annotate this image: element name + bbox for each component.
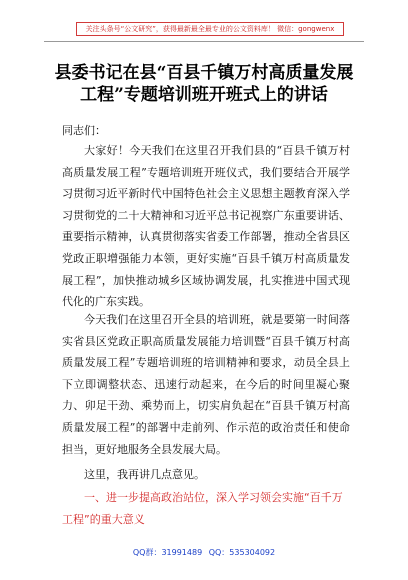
body-paragraph-3: 这里，我再讲几点意见。 <box>84 468 205 481</box>
document-title: 县委书记在县“百县千镇万村高质量发展工程”专题培训班开班式上的讲话 <box>54 63 354 105</box>
body-paragraph-1: 大家好！今天我们在这里召开我们县的“百县千镇万村高质量发展工程”专题培训班开班仪式，我们要结合开展学习贯彻习近平新时代中国特色社会主义思想主题教育深入学习贯彻党的二十大精神和习近平总书记视察广东重要讲话、重要指示精神，认真贯彻落实省委工作部署，推动全省县区党政正职增强能力本领，更好实施“百县千镇万村高质量发展工程”，加快推动城乡区域协调发展，扎实推进中国式现代化的广东实践。 <box>62 144 350 309</box>
promo-banner[interactable]: 关注头条号“公文研究”，获得最新最全最专业的公文资料库！ 微信：gongwenx <box>76 22 344 36</box>
header-divider <box>44 41 364 42</box>
body-paragraph-2: 今天我们在这里召开全县的培训班，就是要第一时间落实省县区党政正职高质量发展能力培训暨“百县千镇万村高质量发展工程”专题培训班的培训精神和要求，动员全县上下立即调整状态、迅速行动起来，在今后的时间里凝心聚力、卯足干劲、乘势而上，切实肩负起在“百县千镇万村高质量发展工程”的部署中走前列、作示范的政治责任和使命担当，更好地服务全县发展大局。 <box>62 313 350 456</box>
section-heading-1: 一、进一步提高政治站位，深入学习领会实施“百千万工程”的重大意义 <box>62 491 343 526</box>
salutation: 同志们： <box>62 124 106 137</box>
footer-contact: QQ群：31991489 QQ：535304092 <box>132 548 276 557</box>
